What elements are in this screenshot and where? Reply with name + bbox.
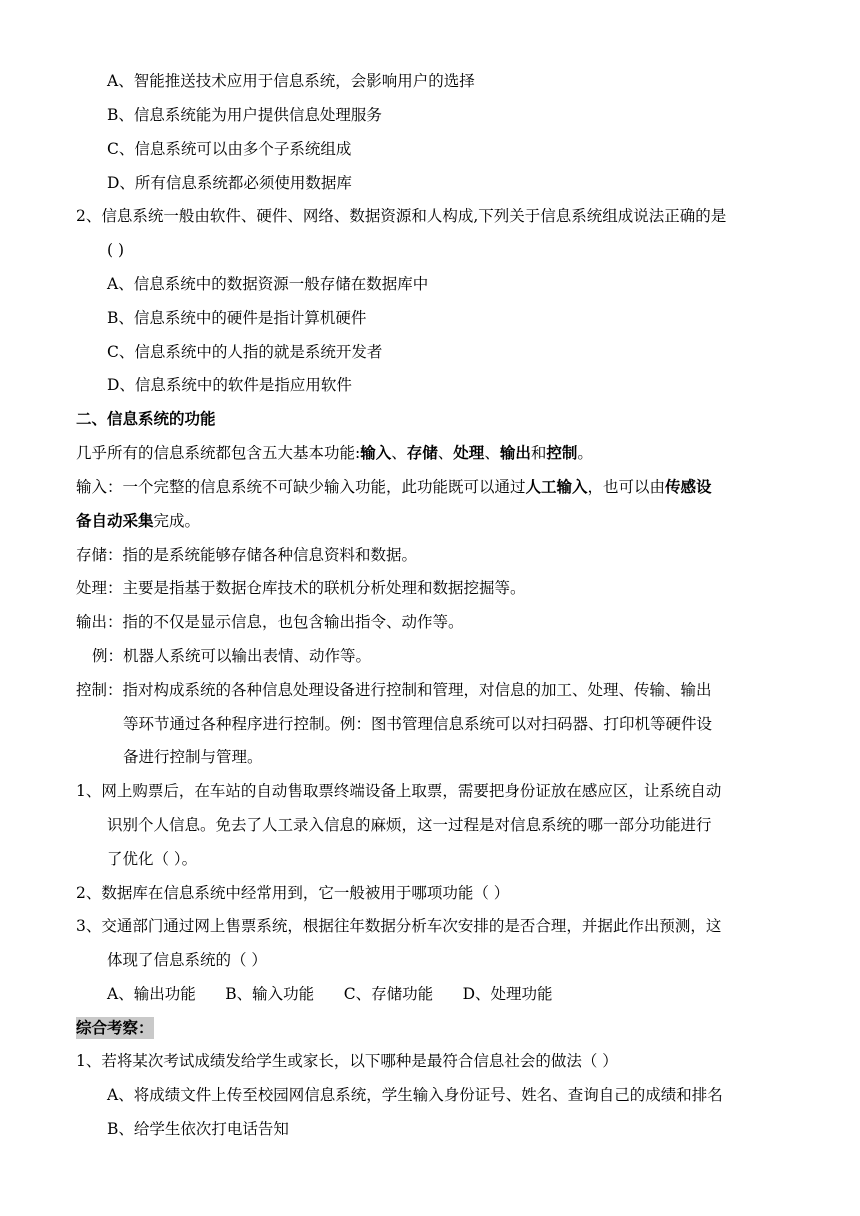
input-paragraph-line1: 输入：一个完整的信息系统不可缺少输入功能，此功能既可以通过人工输入，也可以由传感设 xyxy=(76,477,712,496)
processing-paragraph: 处理：主要是指基于数据仓库技术的联机分析处理和数据挖掘等。 xyxy=(76,579,526,597)
q2-option-c: C、信息系统中的人指的就是系统开发者 xyxy=(107,343,383,361)
comprehensive-question1: 1、若将某次考试成绩发给学生或家长，以下哪种是最符合信息社会的做法（ ） xyxy=(76,1052,618,1070)
comprehensive-option-b: B、给学生依次打电话告知 xyxy=(107,1120,289,1138)
control-paragraph-line2: 等环节通过各种程序进行控制。例：图书管理信息系统可以对扫码器、打印机等硬件设 xyxy=(123,715,713,733)
q1-option-a: A、智能推送技术应用于信息系统，会影响用户的选择 xyxy=(107,72,475,90)
output-example: 例：机器人系统可以输出表情、动作等。 xyxy=(92,647,372,665)
q1-option-b: B、信息系统能为用户提供信息处理服务 xyxy=(107,106,382,124)
section-heading: 二、信息系统的功能 xyxy=(76,409,216,428)
q2-option-b: B、信息系统中的硬件是指计算机硬件 xyxy=(107,309,367,327)
question3-options: A、输出功能 B、输入功能 C、存储功能 D、处理功能 xyxy=(107,985,553,1003)
q2-option-a: A、信息系统中的数据资源一般存储在数据库中 xyxy=(107,275,429,293)
comprehensive-option-a: A、将成绩文件上传至校园网信息系统，学生输入身份证号、姓名、查询自己的成绩和排名 xyxy=(107,1086,723,1104)
output-paragraph: 输出：指的不仅是显示信息，也包含输出指令、动作等。 xyxy=(76,613,464,631)
q2-stem-line1: 2、信息系统一般由软件、硬件、网络、数据资源和人构成,下列关于信息系统组成说法正确的是 xyxy=(76,207,727,225)
question1-line2: 识别个人信息。免去了人工录入信息的麻烦，这一过程是对信息系统的哪一部分功能进行 xyxy=(107,816,712,834)
input-paragraph-line2: 备自动采集完成。 xyxy=(76,511,201,530)
control-paragraph-line1: 控制：指对构成系统的各种信息处理设备进行控制和管理，对信息的加工、处理、传输、输出 xyxy=(76,681,712,699)
intro-paragraph: 几乎所有的信息系统都包含五大基本功能:输入、存储、处理、输出和控制。 xyxy=(76,443,593,462)
comprehensive-heading: 综合考察： xyxy=(76,1018,154,1037)
q2-option-d: D、信息系统中的软件是指应用软件 xyxy=(107,376,352,394)
question3-line2: 体现了信息系统的（ ） xyxy=(107,951,267,969)
storage-paragraph: 存储：指的是系统能够存储各种信息资料和数据。 xyxy=(76,546,418,564)
q1-option-c: C、信息系统可以由多个子系统组成 xyxy=(107,140,352,158)
question1-line1: 1、网上购票后，在车站的自动售取票终端设备上取票，需要把身份证放在感应区，让系统自动 xyxy=(76,782,722,800)
q1-option-d: D、所有信息系统都必须使用数据库 xyxy=(107,174,352,192)
question3-line1: 3、交通部门通过网上售票系统，根据往年数据分析车次安排的是否合理，并据此作出预测，这 xyxy=(76,917,722,935)
question1-line3: 了优化（ ）。 xyxy=(107,850,198,868)
control-paragraph-line3: 备进行控制与管理。 xyxy=(123,748,263,766)
question2: 2、数据库在信息系统中经常用到，它一般被用于哪项功能（ ） xyxy=(76,884,510,902)
q2-stem-line2: ( ) xyxy=(107,241,125,259)
